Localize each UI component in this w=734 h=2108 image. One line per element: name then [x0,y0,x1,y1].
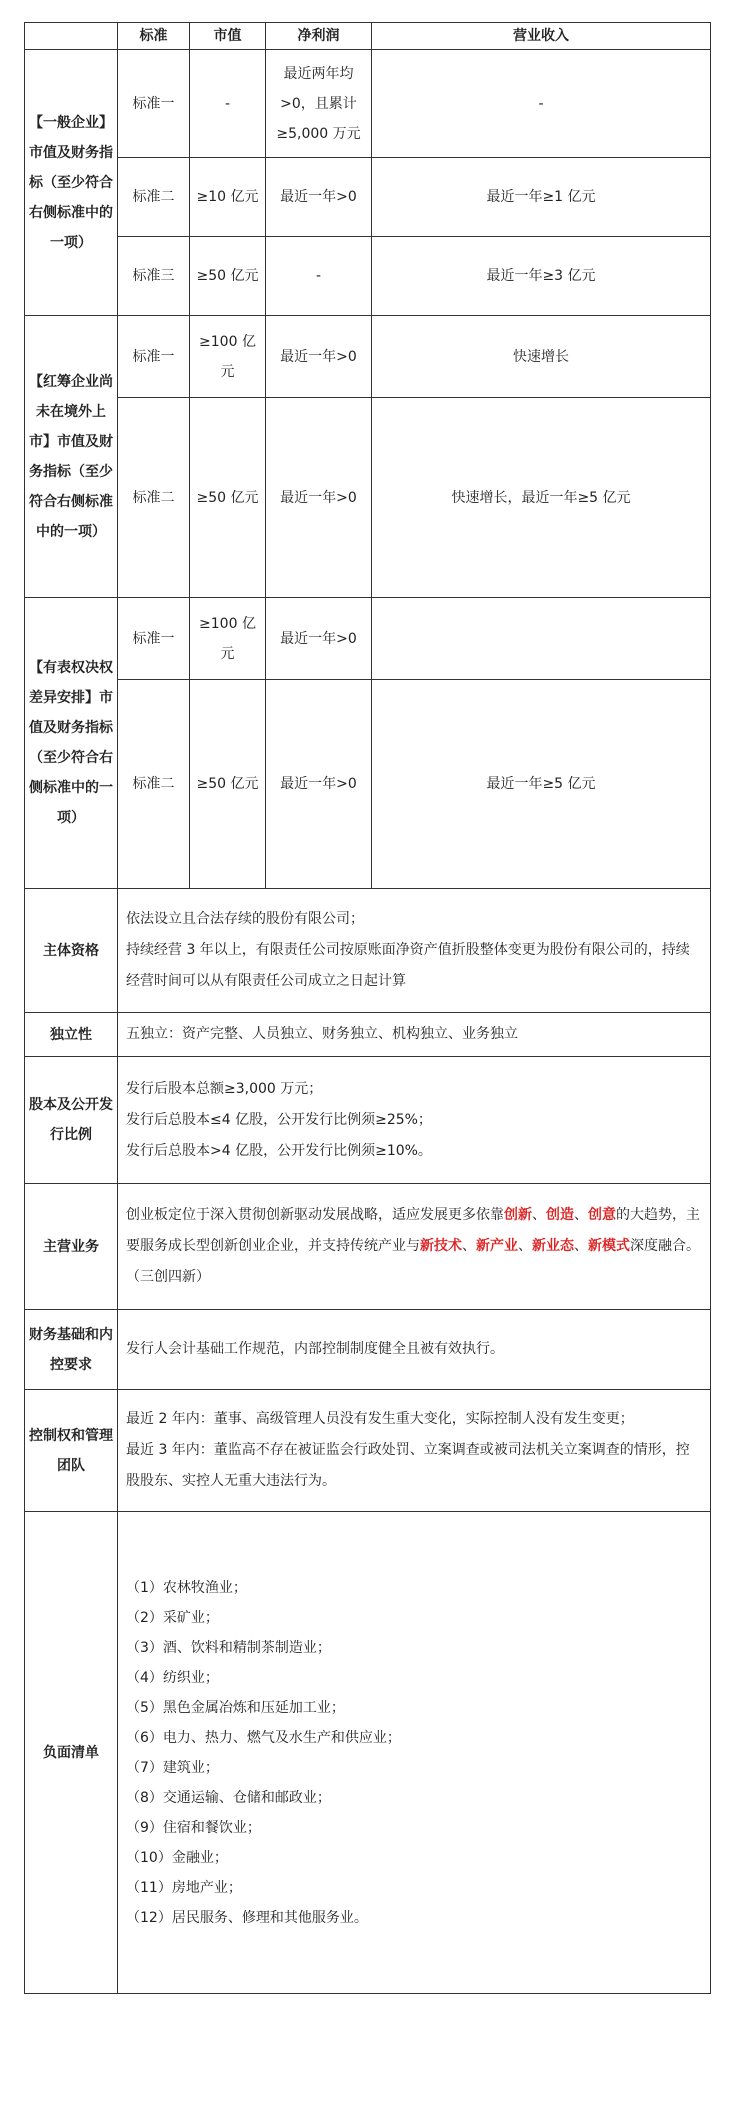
standard-cell: 标准二 [118,398,190,598]
list-item: （7）建筑业； [126,1759,219,1776]
capital-text [118,1057,711,1184]
subject-text [118,889,711,1013]
list-item: （5）黑色金属冶炼和压延加工业； [126,1699,345,1716]
revenue-cell: 最近一年≥1 亿元 [372,158,711,237]
table-row [25,889,711,1013]
standard-cell: 标准一 [118,50,190,158]
capital-line-3: 发行后总股本>4 亿股，公开发行比例须≥10%。 [126,1142,432,1159]
list-item: （1）农林牧渔业； [126,1579,247,1596]
market-cap-cell: ≥50 亿元 [190,680,266,889]
finance-label: 财务基础和内控要求 [25,1310,118,1390]
table-row [25,316,711,398]
standard-cell: 标准一 [118,598,190,680]
list-item: （4）纺织业； [126,1669,219,1686]
standard-cell: 标准三 [118,237,190,316]
header-net-profit: 净利润 [266,23,372,50]
table-row [25,1057,711,1184]
table-row [25,1310,711,1390]
independence-text: 五独立：资产完整、人员独立、财务独立、机构独立、业务独立 [118,1013,711,1057]
negative-list [118,1512,711,1994]
subject-line-2: 持续经营 3 年以上，有限责任公司按原账面净资产值折股整体变更为股份有限公司的，持续经营时间可以从有限责任公司成立之日起计算 [126,942,690,989]
table-row [25,680,711,889]
market-cap-cell: ≥50 亿元 [190,398,266,598]
highlight-new-format: 新业态 [532,1238,574,1254]
capital-label: 股本及公开发行比例 [25,1057,118,1184]
business-label: 主营业务 [25,1184,118,1310]
group-label-general: 【一般企业】市值及财务指标（至少符合右侧标准中的一项） [25,50,118,316]
independence-label: 独立性 [25,1013,118,1057]
table-row [25,598,711,680]
table-row [25,237,711,316]
separator: 、 [462,1238,476,1254]
header-blank [25,23,118,50]
standard-cell: 标准二 [118,680,190,889]
capital-line-2: 发行后总股本≤4 亿股，公开发行比例须≥25%； [126,1111,432,1128]
revenue-cell: 快速增长 [372,316,711,398]
subject-label: 主体资格 [25,889,118,1013]
table-row [25,1390,711,1512]
listing-criteria-table [24,22,711,1994]
table-row [25,1512,711,1994]
net-profit-cell: 最近一年>0 [266,158,372,237]
standard-cell: 标准二 [118,158,190,237]
business-text-2: 的大趋势，主要服务成长型创新创业企业，并支持传统产业与 [126,1207,700,1254]
separator: 、 [574,1238,588,1254]
highlight-innovation: 创新 [504,1207,532,1223]
revenue-cell: 快速增长，最近一年≥5 亿元 [372,398,711,598]
net-profit-cell: 最近两年均>0，且累计≥5,000 万元 [266,50,372,158]
standard-cell: 标准一 [118,316,190,398]
highlight-creation: 创造 [546,1207,574,1223]
revenue-cell: - [372,50,711,158]
table-row [25,398,711,598]
table-row [25,1184,711,1310]
net-profit-cell: 最近一年>0 [266,316,372,398]
control-label: 控制权和管理团队 [25,1390,118,1512]
capital-line-1: 发行后股本总额≥3,000 万元； [126,1080,323,1097]
subject-line-1: 依法设立且合法存续的股份有限公司； [126,911,364,927]
revenue-cell: 最近一年≥5 亿元 [372,680,711,889]
market-cap-cell: - [190,50,266,158]
net-profit-cell: 最近一年>0 [266,680,372,889]
table-row [25,50,711,158]
header-revenue: 营业收入 [372,23,711,50]
list-item: （11）房地产业； [126,1879,242,1896]
net-profit-cell: 最近一年>0 [266,598,372,680]
separator: 、 [574,1207,588,1223]
business-text [118,1184,711,1310]
net-profit-cell: 最近一年>0 [266,398,372,598]
list-item: （6）电力、热力、燃气及水生产和供应业； [126,1729,401,1746]
separator: 、 [532,1207,546,1223]
finance-text: 发行人会计基础工作规范，内部控制制度健全且被有效执行。 [118,1310,711,1390]
list-item: （2）采矿业； [126,1609,219,1626]
table-row [25,158,711,237]
list-item: （12）居民服务、修理和其他服务业。 [126,1909,368,1926]
header-standard: 标准 [118,23,190,50]
list-item: （3）酒、饮料和精制茶制造业； [126,1639,331,1656]
separator: 、 [518,1238,532,1254]
business-text-1: 创业板定位于深入贯彻创新驱动发展战略，适应发展更多依靠 [126,1207,504,1223]
control-line-1: 最近 2 年内：董事、高级管理人员没有发生重大变化，实际控制人没有发生变更； [126,1411,634,1427]
revenue-cell: 最近一年≥3 亿元 [372,237,711,316]
revenue-cell [372,598,711,680]
list-item: （9）住宿和餐饮业； [126,1819,261,1836]
list-item: （8）交通运输、仓储和邮政业； [126,1789,331,1806]
highlight-new-industry: 新产业 [476,1238,518,1254]
header-market-cap: 市值 [190,23,266,50]
group-label-differential-voting: 【有表权决权差异安排】市值及财务指标（至少符合右侧标准中的一项） [25,598,118,889]
net-profit-cell: - [266,237,372,316]
negative-list-label: 负面清单 [25,1512,118,1994]
control-line-2: 最近 3 年内：董监高不存在被证监会行政处罚、立案调查或被司法机关立案调查的情形，控股股东、实控人无重大违法行为。 [126,1442,690,1489]
list-item: （10）金融业； [126,1849,228,1866]
table-row [25,1013,711,1057]
highlight-creativity: 创意 [588,1207,616,1223]
market-cap-cell: ≥100 亿元 [190,598,266,680]
group-label-red-chip: 【红筹企业尚未在境外上市】市值及财务指标（至少符合右侧标准中的一项） [25,316,118,598]
highlight-new-technology: 新技术 [420,1238,462,1254]
market-cap-cell: ≥100 亿元 [190,316,266,398]
market-cap-cell: ≥50 亿元 [190,237,266,316]
business-text-3: 深度融合。（三创四新） [126,1238,700,1285]
control-text [118,1390,711,1512]
highlight-new-model: 新模式 [588,1238,630,1254]
header-row [25,23,711,50]
market-cap-cell: ≥10 亿元 [190,158,266,237]
